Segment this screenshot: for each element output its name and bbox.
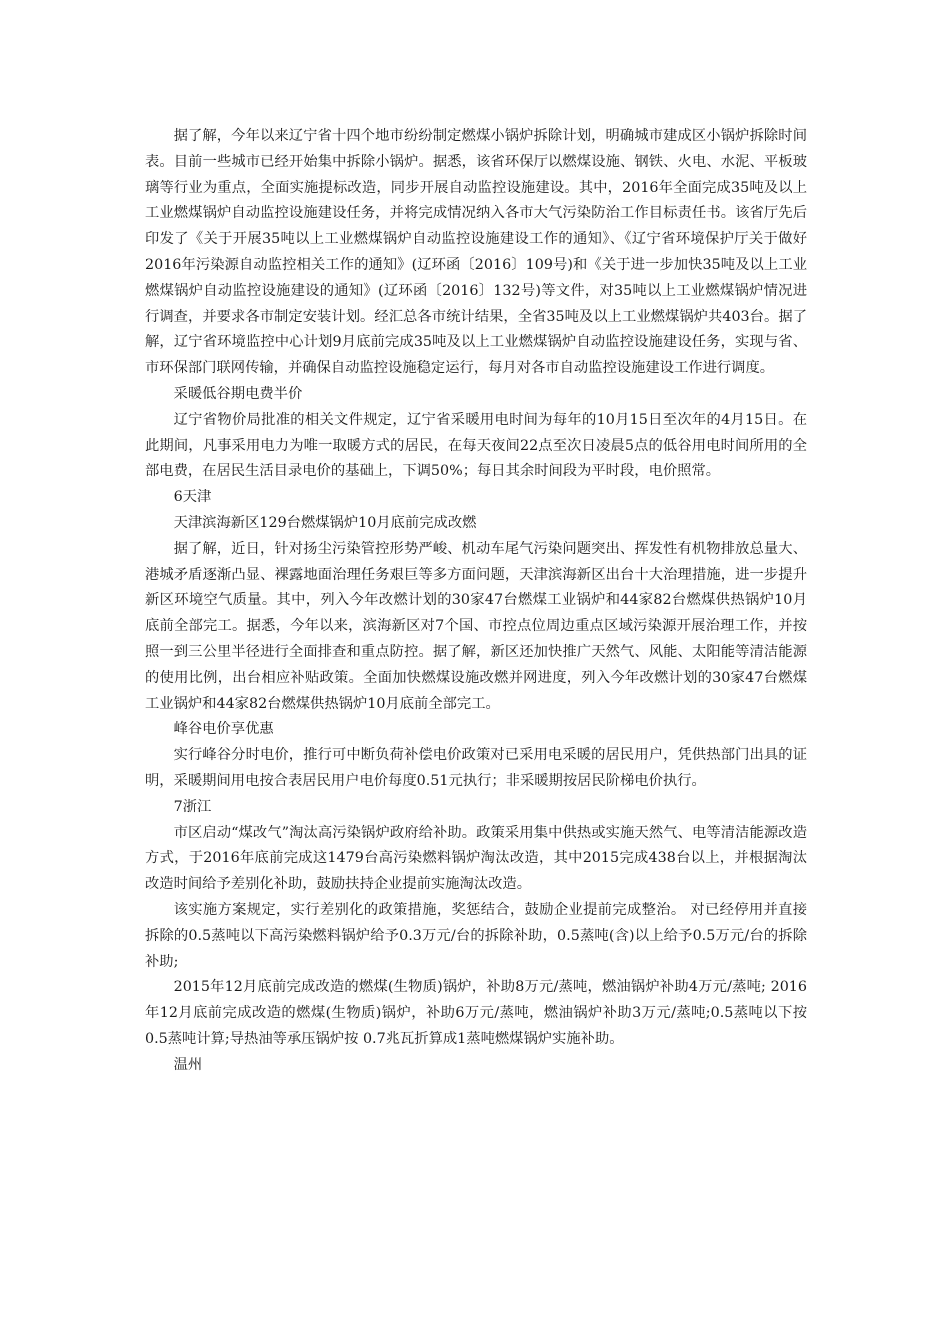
paragraph-coal-to-gas: 市区启动“煤改气”淘汰高污染锅炉政府给补助。政策采用集中供热或实施天然气、电等清洁能源改造方式，于2016年底前完成这1479台高污染燃料锅炉淘汰改造，其中2015完成438台以上，并根据淘汰改造时间给予差别化补助，鼓励扶持企业提前实施淘汰改造。 — [145, 824, 807, 893]
section-heading-wenzhou: 温州 — [173, 1056, 203, 1073]
subheading-tianjin-binhai-boilers: 天津滨海新区129台燃煤锅炉10月底前完成改燃 — [173, 514, 477, 531]
paragraph-peak-valley-details: 实行峰谷分时电价，推行可中断负荷补偿电价政策对已采用电采暖的居民用户，凭供热部门出具的证明，采暖期间用电按合表居民用户电价每度0.51元执行；非采暖期按居民阶梯电价执行。 — [145, 747, 807, 789]
paragraph-subsidy-amounts: 2015年12月底前完成改造的燃煤(生物质)锅炉，补助8万元/蒸吨，燃油锅炉补助4万元/蒸吨; 2016年12月底前完成改造的燃煤(生物质)锅炉，补助6万元/蒸吨，燃油锅炉补助3万元/蒸吨;0.5蒸吨以下按0.5蒸吨计算;导热油等承压锅炉按 0.7兆瓦折算成1蒸吨燃煤锅炉实施补助。 — [145, 979, 807, 1047]
paragraph-liaoning-heating-tariff: 辽宁省物价局批准的相关文件规定，辽宁省采暖用电时间为每年的10月15日至次年的4月15日。在此期间，凡事采用电力为唯一取暖方式的居民，在每天夜间22点至次日凌晨5点的低谷用电时间所用的全部电费，在居民生活目录电价的基础上，下调50%；每日其余时间段为平时段，电价照常。 — [145, 411, 807, 480]
paragraph-liaoning-boiler-monitoring: 据了解，今年以来辽宁省十四个地市纷纷制定燃煤小锅炉拆除计划，明确城市建成区小锅炉拆除时间表。目前一些城市已经开始集中拆除小锅炉。据悉，该省环保厅以燃煤设施、钢铁、火电、水泥、平板玻璃等行业为重点，全面实施提标改造，同步开展自动监控设施建设。其中，2016年全面完成35吨及以上工业燃煤锅炉自动监控设施建设任务，并将完成情况纳入各市大气污染防治工作目标责任书。该省厅先后印发了《关于开展35吨以上工业燃煤锅炉自动监控设施建设工作的通知》、《辽宁省环境保护厅关于做好2016年污染源自动监控相关工作的通知》(辽环函〔2016〕109号)和《关于进一步加快35吨及以上工业燃煤锅炉自动监控设施建设的通知》(辽环函〔2016〕132号)等文件，对35吨以上工业燃煤锅炉情况进行调查，并要求各市制定安装计划。经汇总各市统计结果，全省35吨及以上工业燃煤锅炉共403台。据了解，辽宁省环境监控中心计划9月底前完成35吨及以上工业燃煤锅炉自动监控设施建设任务，实现与省、市环保部门联网传输，并确保自动监控设施稳定运行，每月对各市自动监控设施建设工作进行调度。 — [145, 128, 807, 377]
document-page — [145, 124, 807, 1078]
paragraph-tianjin-measures: 据了解，近日，针对扬尘污染管控形势严峻、机动车尾气污染问题突出、挥发性有机物排放总量大、港城矛盾逐渐凸显、裸露地面治理任务艰巨等多方面问题，天津滨海新区出台十大治理措施，进一步提升新区环境空气质量。其中，列入今年改燃计划的30家47台燃煤工业锅炉和44家82台燃煤供热锅炉10月底前全部完工。据悉，今年以来，滨海新区对7个国、市控点位周边重点区域污染源开展治理工作，并按照一到三公里半径进行全面排查和重点防控。据了解，新区还加快推广天然气、风能、太阳能等清洁能源的使用比例，出台相应补贴政策。全面加快燃煤设施改燃并网进度，列入今年改燃计划的30家47台燃煤工业锅炉和44家82台燃煤供热锅炉10月底前全部完工。 — [145, 540, 807, 712]
subheading-heating-electricity-discount: 采暖低谷期电费半价 — [173, 385, 303, 402]
paragraph-subsidy-scheme: 该实施方案规定，实行差别化的政策措施，奖惩结合，鼓励企业提前完成整治。 对已经停用并直接拆除的0.5蒸吨以下高污染燃料锅炉给予0.3万元/台的拆除补助，0.5蒸吨(含)以上给予0.5万元/台的拆除补助; — [145, 901, 807, 970]
section-heading-zhejiang: 7浙江 — [173, 798, 212, 815]
subheading-peak-valley-pricing: 峰谷电价享优惠 — [173, 721, 274, 738]
section-heading-tianjin: 6天津 — [173, 489, 212, 506]
